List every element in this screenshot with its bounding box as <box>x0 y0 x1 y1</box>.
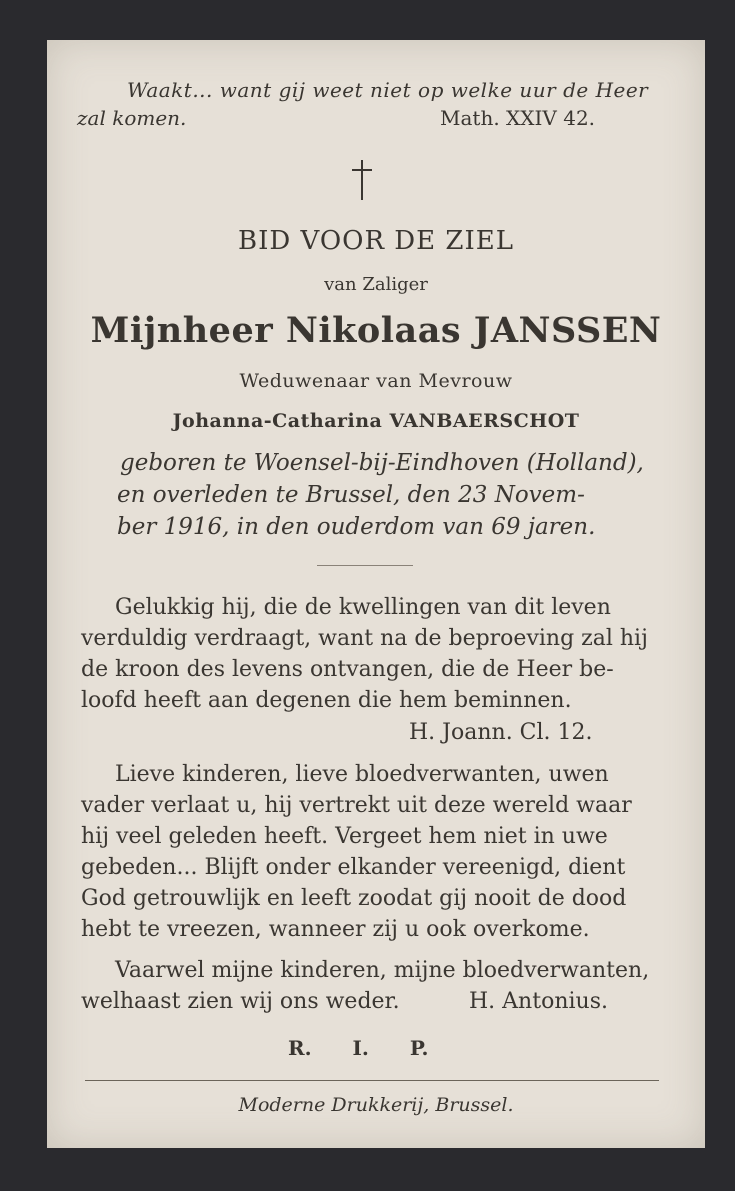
farewell-line-3: hij veel geleden heeft. Vergeet hem niet in uwe <box>81 824 608 849</box>
cross-icon <box>349 158 375 202</box>
deceased-name: Mijnheer Nikolaas JANSSEN <box>90 310 662 351</box>
quote-line-1: Waakt... want gij weet niet op welke uur de Heer <box>127 78 649 102</box>
quote-reference: Math. XXIV 42. <box>440 106 596 130</box>
quote-line-2: zal komen. <box>77 106 187 130</box>
widower-line: Weduwenaar van Mevrouw <box>239 370 513 392</box>
scripture-line-1: Gelukkig hij, die de kwellingen van dit leven <box>115 595 611 620</box>
scripture-line-2: verduldig verdraagt, want na de beproeving zal hij <box>81 626 648 651</box>
scripture-line-4: loofd heeft aan degenen die hem beminnen. <box>81 688 572 713</box>
divider <box>317 565 413 566</box>
memorial-card <box>47 40 705 1148</box>
closing-line-2: welhaast zien wij ons weder. <box>81 989 400 1014</box>
rip-text: R. I. P. <box>288 1036 429 1060</box>
farewell-line-2: vader verlaat u, hij vertrekt uit deze wereld waar <box>81 793 632 818</box>
footer-rule <box>85 1080 659 1081</box>
van-zaliger: van Zaliger <box>324 274 428 295</box>
bio-line-2: en overleden te Brussel, den 23 Novem- <box>117 482 585 508</box>
wife-name: Johanna-Catharina VANBAERSCHOT <box>172 410 580 432</box>
farewell-line-5: God getrouwlijk en leeft zoodat gij nooit de dood <box>81 886 627 911</box>
farewell-line-1: Lieve kinderen, lieve bloedverwanten, uwen <box>115 762 609 787</box>
scripture-reference: H. Joann. Cl. 12. <box>409 720 593 745</box>
bio-line-1: geboren te Woensel-bij-Eindhoven (Holland), <box>120 450 644 476</box>
closing-reference: H. Antonius. <box>469 989 608 1014</box>
farewell-line-6: hebt te vreezen, wanneer zij u ook overkome. <box>81 917 590 942</box>
page-title: BID VOOR DE ZIEL <box>238 226 514 256</box>
closing-line-1: Vaarwel mijne kinderen, mijne bloedverwanten, <box>115 958 650 983</box>
bio-line-3: ber 1916, in den ouderdom van 69 jaren. <box>117 514 596 540</box>
farewell-line-4: gebeden... Blijft onder elkander vereenigd, dient <box>81 855 626 880</box>
printer-credit: Moderne Drukkerij, Brussel. <box>238 1094 514 1116</box>
scripture-line-3: de kroon des levens ontvangen, die de Heer be- <box>81 657 614 682</box>
